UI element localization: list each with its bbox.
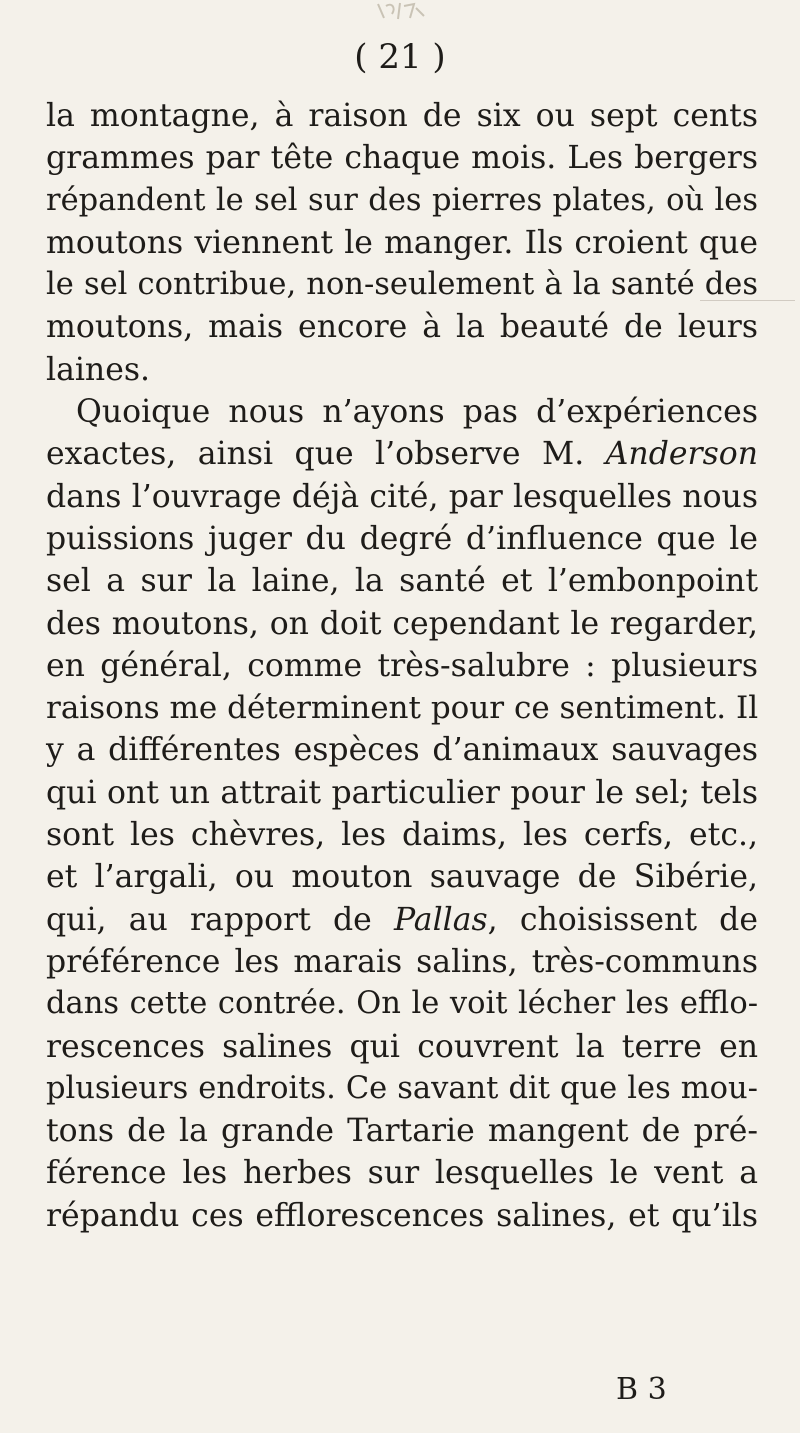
text-line <box>46 983 758 1025</box>
text-line <box>46 180 758 222</box>
text-line-content: sont les chèvres, les daims, les cerfs, etc., <box>46 817 758 854</box>
text-line-content: grammes par tête chaque mois. Les bergers <box>46 140 758 177</box>
text-line <box>46 645 758 687</box>
text-line-content: dans l’ouvrage déjà cité, par lesquelles nous <box>46 478 758 515</box>
text-line-content: férence les herbes sur lesquelles le vent a <box>46 1155 758 1192</box>
text-line-content: raisons me déterminent pour ce sentiment. Il <box>46 690 759 727</box>
text-line <box>46 560 758 602</box>
text-line <box>46 391 758 433</box>
text-line-content: le sel contribue, non-seulement à la santé des <box>46 267 758 303</box>
text-line <box>46 603 758 645</box>
text-line-content: dans cette contrée. On le voit lécher les efflo- <box>46 986 758 1022</box>
body-text <box>46 95 758 1237</box>
text-line-content: Quoique nous n’ayons pas d’expériences <box>76 394 758 431</box>
page-number: ( 21 ) <box>354 37 446 77</box>
text-line-content: répandent le sel sur des pierres plates, où les <box>46 182 758 218</box>
text-line-content: en général, comme très-salubre : plusieurs <box>46 647 758 684</box>
text-line-tail: , choisissent de <box>487 901 758 938</box>
text-line-content: qui, au rapport de <box>46 901 395 938</box>
text-line-content: rescences salines qui couvrent la terre en <box>46 1028 758 1065</box>
text-line-content: y a différentes espèces d’animaux sauvages <box>46 732 758 769</box>
text-line <box>46 814 758 856</box>
italic-name: Pallas <box>394 901 488 938</box>
text-line <box>46 95 758 137</box>
text-line <box>46 1110 758 1152</box>
library-stamp-mark <box>370 0 430 22</box>
text-line-content: moutons, mais encore à la beauté de leurs <box>46 309 758 346</box>
text-line-content: qui ont un attrait particulier pour le sel; tels <box>46 774 758 811</box>
text-line-content: moutons viennent le manger. Ils croient que <box>46 224 758 261</box>
text-line <box>46 772 758 814</box>
text-line <box>46 856 758 898</box>
text-line <box>46 1152 758 1194</box>
text-line-content: préférence les marais salins, très-communs <box>46 943 758 980</box>
text-line-content: plusieurs endroits. Ce savant dit que les mou- <box>46 1070 758 1106</box>
text-line <box>46 222 758 264</box>
text-line-content: puissions juger du degré d’influence que le <box>46 520 758 557</box>
text-line <box>46 941 758 983</box>
text-line <box>46 306 758 348</box>
text-line <box>46 1195 758 1237</box>
text-line-content: et l’argali, ou mouton sauvage de Sibérie, <box>46 859 758 896</box>
text-line-content: laines. <box>46 351 151 388</box>
text-line-content: répandu ces efflorescences salines, et qu’ils <box>46 1197 758 1234</box>
text-line <box>46 1026 758 1068</box>
text-line <box>46 729 758 771</box>
text-line <box>46 349 758 391</box>
text-line-content: sel a sur la laine, la santé et l’embonpoint <box>46 563 758 600</box>
text-line-content: la montagne, à raison de six ou sept cents <box>46 98 758 134</box>
text-line <box>46 687 758 729</box>
text-line <box>46 264 758 306</box>
signature-mark: B 3 <box>616 1372 667 1407</box>
text-line <box>46 137 758 179</box>
text-line <box>46 1068 758 1110</box>
text-line <box>46 433 758 475</box>
text-line <box>46 518 758 560</box>
italic-name: Anderson <box>605 436 758 473</box>
text-line <box>46 899 758 941</box>
text-line <box>46 476 758 518</box>
text-line-content: des moutons, on doit cependant le regarder, <box>46 605 758 642</box>
text-line-content: exactes, ainsi que l’observe M. <box>46 436 606 473</box>
text-line-content: tons de la grande Tartarie mangent de pré- <box>46 1113 758 1150</box>
